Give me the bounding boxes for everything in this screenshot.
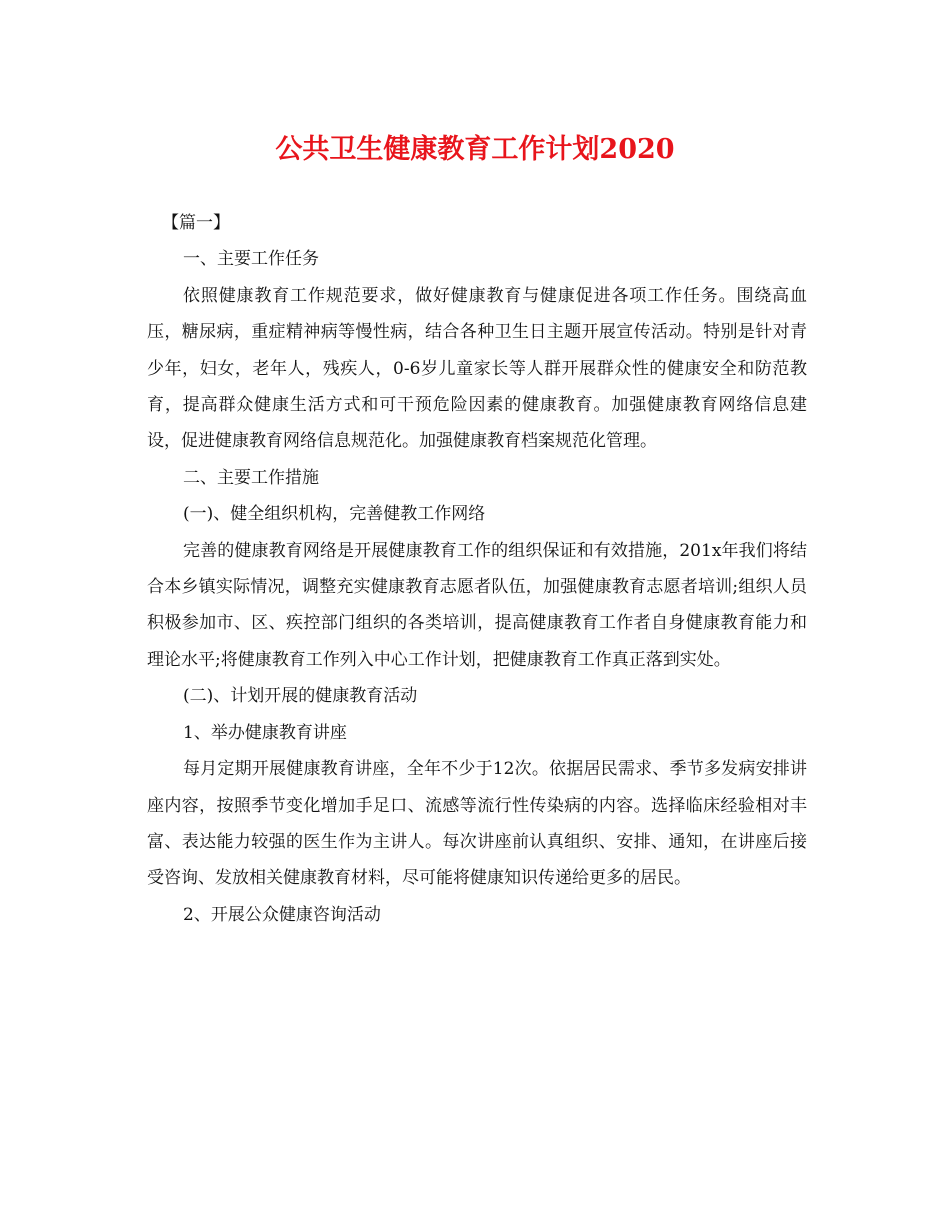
paragraph-lectures: 每月定期开展健康教育讲座，全年不少于12次。依据居民需求、季节多发病安排讲座内容，按照季节变化增加手足口、流感等流行性传染病的内容。选择临床经验相对丰富、表达能力较强的医生作为主讲人。每次讲座前认真组织、安排、通知，在讲座后接受咨询、发放相关健康教育材料，尽可能将健康知识传递给更多的居民。 [147,759,807,889]
document-title: 公共卫生健康教育工作计划2020 [275,134,675,165]
paragraph-organization: 完善的健康教育网络是开展健康教育工作的组织保证和有效措施，201x年我们将结合本乡镇实际情况，调整充实健康教育志愿者队伍，加强健康教育志愿者培训;组织人员积极参加市、区、疾控部门组织的各类培训，提高健康教育工作者自身健康教育能力和理论水平;将健康教育工作列入中心工作计划，把健康教育工作真正落到实处。 [147,540,807,670]
section-heading: 【篇一】 [162,213,230,233]
paragraph-main-tasks: 依照健康教育工作规范要求，做好健康教育与健康促进各项工作任务。围绕高血压，糖尿病，重症精神病等慢性病，结合各种卫生日主题开展宣传活动。特别是针对青少年，妇女，老年人，残疾人，0-6岁儿童家长等人群开展群众性的健康安全和防范教育，提高群众健康生活方式和可干预危险因素的健康教育。加强健康教育网络信息建设，促进健康教育网络信息规范化。加强健康教育档案规范化管理。 [147,285,807,452]
document-body [147,205,807,933]
heading-main-tasks: 一、主要工作任务 [183,249,319,270]
subheading-planned-activities: (二)、计划开展的健康教育活动 [183,686,418,707]
item-lectures: 1、举办健康教育讲座 [183,722,347,743]
item-public-consultation: 2、开展公众健康咨询活动 [183,904,381,925]
subheading-organization: (一)、健全组织机构，完善健教工作网络 [183,504,486,525]
heading-main-measures: 二、主要工作措施 [183,467,319,488]
